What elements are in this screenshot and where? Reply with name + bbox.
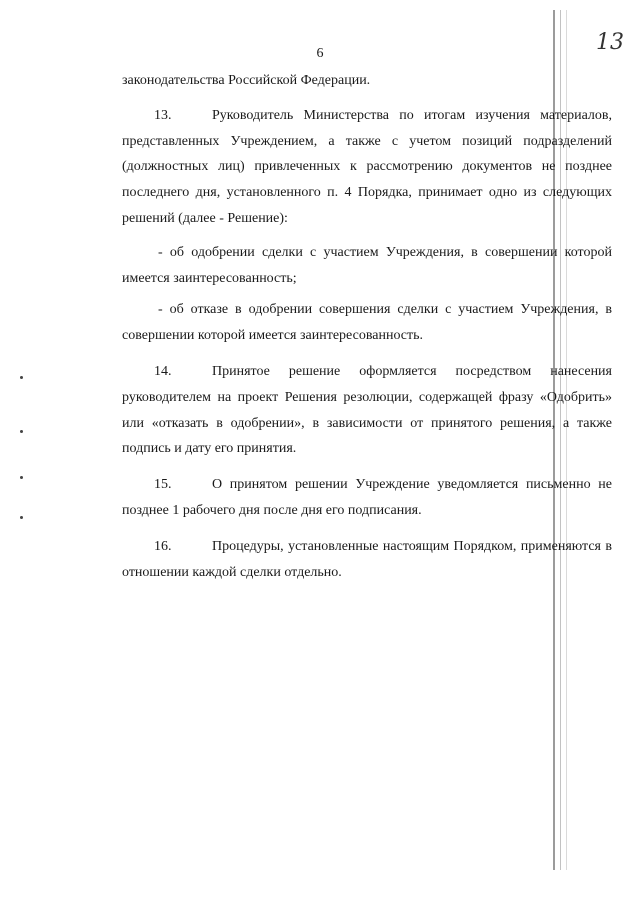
list-item-text: - об отказе в одобрении совершения сделки с участием Учреждения, в совершении которой имеется заинтересованность. — [122, 302, 612, 344]
paragraph-text: Принятое решение оформляется посредством нанесения руководителем на проект Решения резолюции, содержащей фразу «Одобрить» или «отказать в одобрении», в зависимости от принятого решения, а также подпись и дату его принятия. — [122, 363, 612, 457]
margin-mark — [20, 476, 23, 479]
margin-mark — [20, 376, 23, 379]
paragraph-14 — [122, 359, 612, 462]
margin-mark — [20, 516, 23, 519]
paragraph-number: 16. — [154, 538, 172, 554]
paragraph-continuation — [122, 68, 612, 94]
list-item — [122, 297, 612, 349]
paragraph-15 — [122, 472, 612, 524]
paragraph-text: О принятом решении Учреждение уведомляется письменно не позднее 1 рабочего дня после дня его подписания. — [122, 477, 612, 518]
paragraph-text: законодательства Российской Федерации. — [122, 73, 371, 88]
paragraph-text: Руководитель Министерства по итогам изучения материалов, представленных Учреждением, а также с учетом позиций подразделений (должностных лиц) привлеченных к рассмотрению документов не позднее последнего дня, установленного п. 4 Порядка, принимает одно из следующих решений (далее - Решение): — [122, 107, 612, 226]
list-item-text: - об одобрении сделки с участием Учреждения, в совершении которой имеется заинтересованность; — [122, 244, 612, 286]
list-item — [122, 240, 612, 292]
paragraph-number: 13. — [154, 107, 172, 123]
page-number: 6 — [316, 46, 324, 61]
paragraph-number: 15. — [154, 477, 172, 493]
document-body — [122, 68, 612, 585]
paragraph-text: Процедуры, установленные настоящим Порядком, применяются в отношении каждой сделки отдельно. — [122, 538, 612, 580]
margin-mark — [20, 430, 23, 433]
paragraph-number: 14. — [154, 363, 172, 379]
handwritten-page-number: 13 — [596, 30, 624, 55]
paragraph-13 — [122, 103, 612, 232]
paragraph-16 — [122, 534, 612, 586]
